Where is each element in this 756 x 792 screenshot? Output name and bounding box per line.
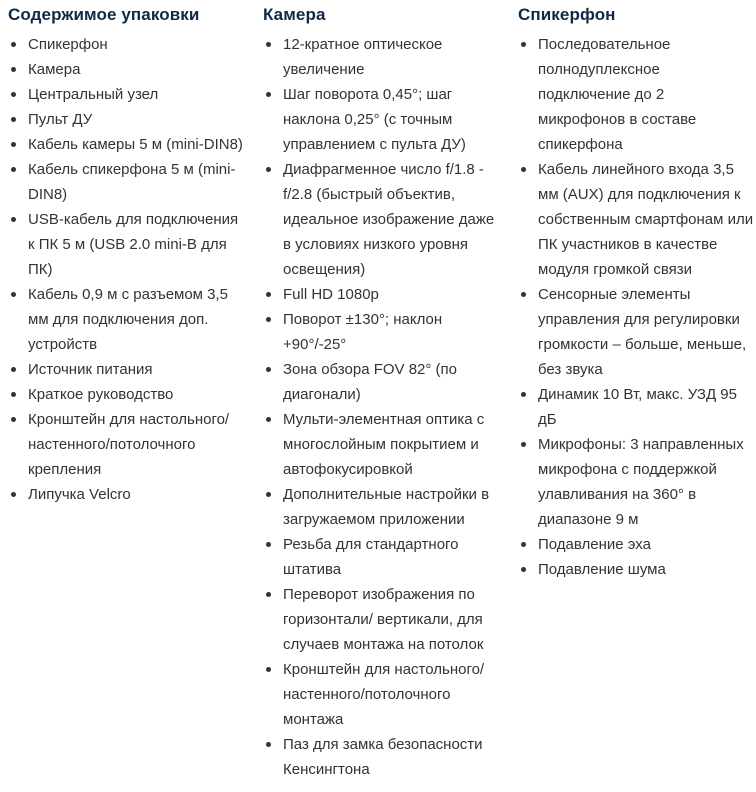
list-item: Центральный узел: [8, 82, 244, 107]
column-package-contents: [8, 4, 244, 782]
list-item: Кабель спикерфона 5 м (mini-DIN8): [8, 157, 244, 207]
list-item: Пульт ДУ: [8, 107, 244, 132]
list-item: USB-кабель для подключения к ПК 5 м (USB 2.0 mini-B для ПК): [8, 207, 244, 282]
list-item: Мульти-элементная оптика с многослойным покрытием и автофокусировкой: [263, 407, 499, 482]
list-item: Диафрагменное число f/1.8 - f/2.8 (быстрый объектив, идеальное изображение даже в условиях низкого уровня освещения): [263, 157, 499, 282]
list-item: Липучка Velcro: [8, 482, 244, 507]
list-item: Кронштейн для настольного/ настенного/потолочного монтажа: [263, 657, 499, 732]
spec-list-camera: [263, 32, 499, 782]
list-item: Краткое руководство: [8, 382, 244, 407]
list-item: Подавление эха: [518, 532, 754, 557]
list-item: Зона обзора FOV 82° (по диагонали): [263, 357, 499, 407]
list-item: Кабель линейного входа 3,5 мм (AUX) для подключения к собственным смартфонам или ПК участников в качестве модуля громкой связи: [518, 157, 754, 282]
list-item: Переворот изображения по горизонтали/ вертикали, для случаев монтажа на потолок: [263, 582, 499, 657]
list-item: Микрофоны: 3 направленных микрофона с поддержкой улавливания на 360° в диапазоне 9 м: [518, 432, 754, 532]
list-item: Full HD 1080p: [263, 282, 499, 307]
section-title-camera: Камера: [263, 5, 326, 24]
list-item: Последовательное полнодуплексное подключение до 2 микрофонов в составе спикерфона: [518, 32, 754, 157]
list-item: Динамик 10 Вт, макс. УЗД 95 дБ: [518, 382, 754, 432]
list-item: 12-кратное оптическое увеличение: [263, 32, 499, 82]
list-item: Дополнительные настройки в загружаемом приложении: [263, 482, 499, 532]
list-item: Подавление шума: [518, 557, 754, 582]
list-item: Сенсорные элементы управления для регулировки громкости – больше, меньше, без звука: [518, 282, 754, 382]
section-title-speakerphone: Спикерфон: [518, 5, 616, 24]
spec-list-speakerphone: [518, 32, 754, 582]
list-item: Шаг поворота 0,45°; шаг наклона 0,25° (с точным управлением с пульта ДУ): [263, 82, 499, 157]
spec-list-package-contents: [8, 32, 244, 507]
list-item: Паз для замка безопасности Кенсингтона: [263, 732, 499, 782]
list-item: Камера: [8, 57, 244, 82]
list-item: Резьба для стандартного штатива: [263, 532, 499, 582]
list-item: Кабель камеры 5 м (mini-DIN8): [8, 132, 244, 157]
list-item: Спикерфон: [8, 32, 244, 57]
section-title-package-contents: Содержимое упаковки: [8, 5, 200, 24]
list-item: Кабель 0,9 м с разъемом 3,5 мм для подключения доп. устройств: [8, 282, 244, 357]
column-speakerphone: [518, 4, 754, 782]
list-item: Поворот ±130°; наклон +90°/-25°: [263, 307, 499, 357]
list-item: Источник питания: [8, 357, 244, 382]
list-item: Кронштейн для настольного/ настенного/потолочного крепления: [8, 407, 244, 482]
column-camera: [263, 4, 499, 782]
